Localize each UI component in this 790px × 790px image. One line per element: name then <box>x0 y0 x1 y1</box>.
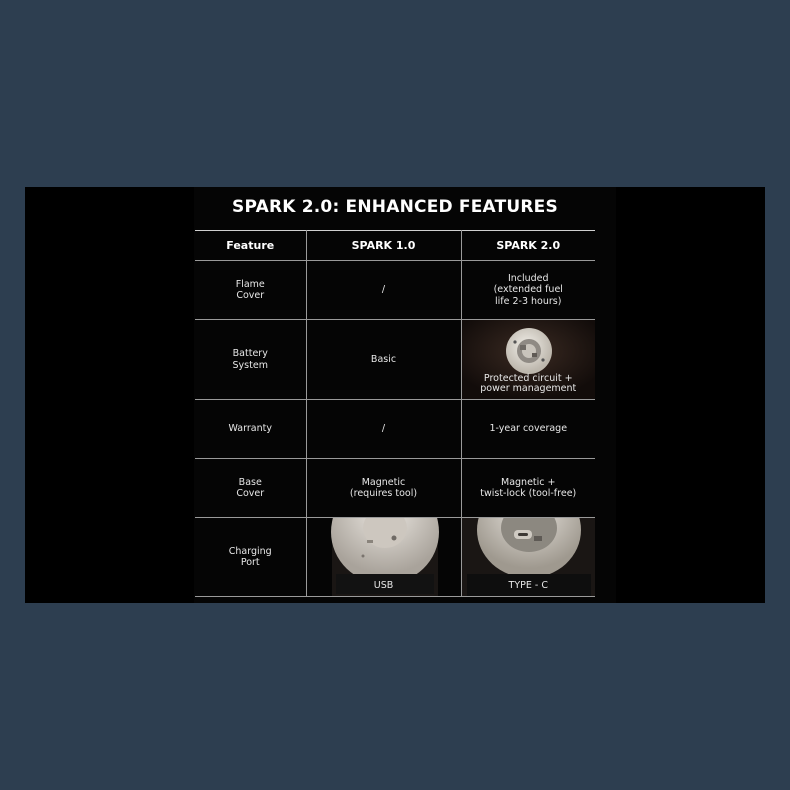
header-spark2: SPARK 2.0 <box>461 231 595 261</box>
spark1-value: / <box>381 284 386 296</box>
feature-line: Warranty <box>228 423 272 435</box>
spark1-line: Magnetic <box>361 476 406 488</box>
feature-line: Battery <box>232 348 268 359</box>
feature-cell <box>195 518 306 597</box>
feature-line: System <box>232 359 268 371</box>
header-feature: Feature <box>195 231 306 261</box>
spark1-value: / <box>381 423 386 435</box>
spark2-line: Protected circuit + <box>483 373 573 384</box>
page-title: SPARK 2.0: ENHANCED FEATURES <box>232 197 558 217</box>
feature-line: Port <box>240 557 260 568</box>
table-row <box>195 518 595 597</box>
spark2-line: 1-year coverage <box>489 423 568 435</box>
feature-line: Base <box>238 476 262 488</box>
header-spark1: SPARK 1.0 <box>306 231 461 261</box>
spark1-cell <box>306 320 461 400</box>
spark1-cell <box>306 400 461 459</box>
header-row <box>195 231 595 261</box>
battery-image-cell <box>462 320 596 399</box>
feature-line: Cover <box>236 488 265 499</box>
typec-caption: TYPE - C <box>508 580 548 591</box>
table-row <box>195 400 595 459</box>
spark2-line: twist-lock (tool-free) <box>480 488 577 499</box>
spark2-line: (extended fuel <box>493 284 563 296</box>
spark2-line: Magnetic + <box>501 476 556 488</box>
spark2-cell <box>461 518 595 597</box>
feature-cell <box>195 459 306 518</box>
feature-cell <box>195 320 306 400</box>
spark2-cell <box>461 320 595 400</box>
spark1-cell <box>306 518 461 597</box>
feature-cell <box>195 400 306 459</box>
typec-image-cell <box>462 518 596 596</box>
banner <box>25 187 765 603</box>
feature-line: Flame <box>235 278 265 290</box>
feature-line: Charging <box>228 545 272 557</box>
table-row <box>195 459 595 518</box>
battery-caption <box>462 374 596 394</box>
usb-image-cell <box>307 518 461 596</box>
spark1-line: (requires tool) <box>349 488 418 499</box>
spark2-cell <box>461 459 595 518</box>
feature-line: Cover <box>236 290 265 301</box>
spark2-cell <box>461 261 595 320</box>
spark2-cell <box>461 400 595 459</box>
usb-caption: USB <box>373 580 394 591</box>
spark1-cell <box>306 459 461 518</box>
spark1-value: Basic <box>370 353 397 365</box>
spark2-line: life 2-3 hours) <box>495 295 562 307</box>
spark2-line: Included <box>507 272 549 284</box>
table-row <box>195 320 595 400</box>
comparison-table <box>195 230 595 597</box>
feature-cell <box>195 261 306 320</box>
spark2-line: power management <box>480 383 577 394</box>
spark1-cell <box>306 261 461 320</box>
table-row <box>195 261 595 320</box>
